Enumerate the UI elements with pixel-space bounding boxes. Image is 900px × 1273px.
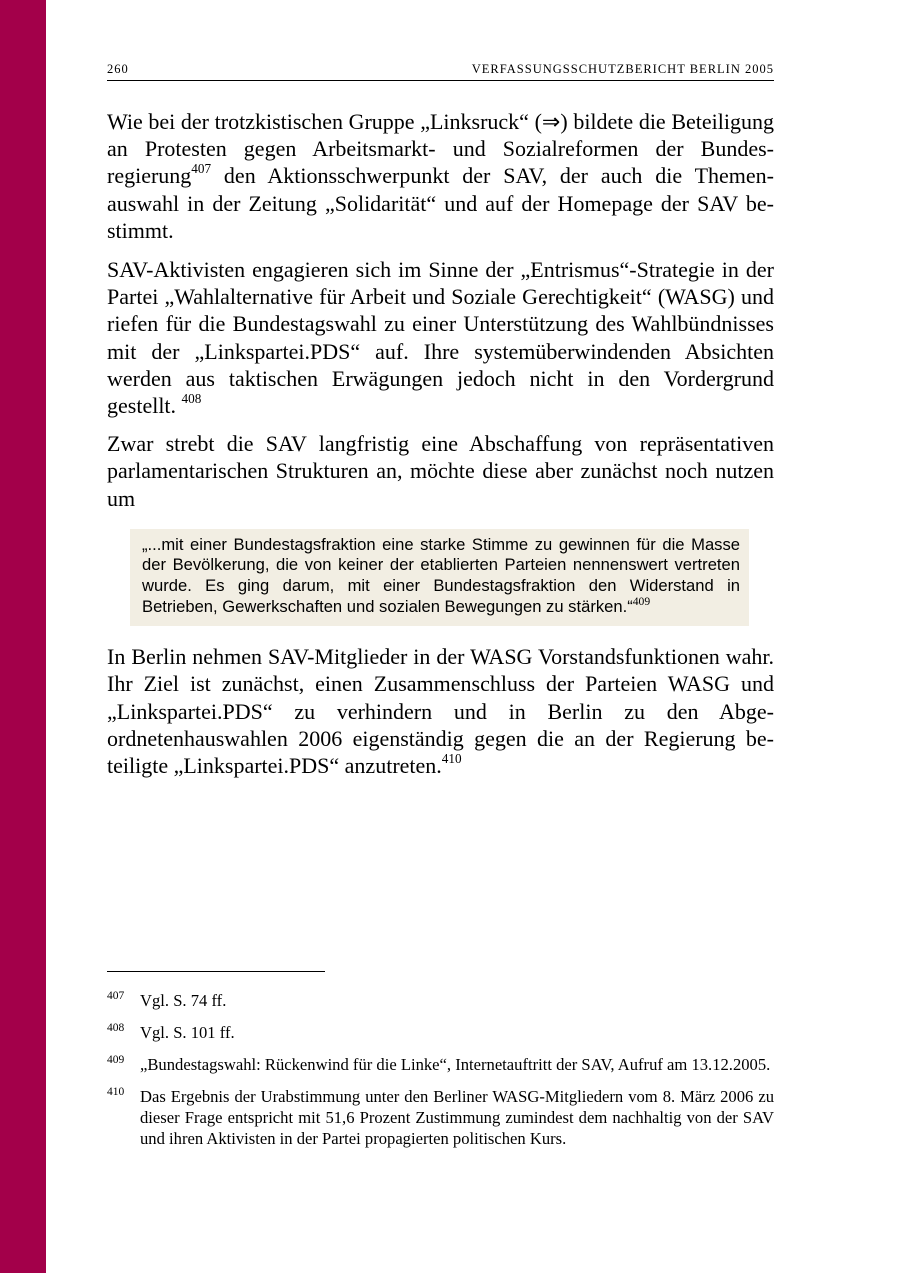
paragraph-text: SAV-Aktivisten engagieren sich im Sinne der „Entrismus“-Strategie in der Partei „Wahlalternative für Arbeit und Soziale Gerechtigkeit“ (WASG) und riefen für die Bundestagswahl zu einer Unterstützung des Wahlbündnisses mit der „Linkspartei.PDS“ auf. Ihre systemüberwindenden Absichten werden aus taktischen Erwägungen jedoch nicht in den Vordergrund gestellt. <box>107 257 774 419</box>
paragraph <box>107 256 774 419</box>
paragraph-text: In Berlin nehmen SAV-Mitglieder in der WASG Vorstandsfunktionen wahr. Ihr Ziel ist zunächst, einen Zusammenschluss der Parteien WASG und „Linkspartei.PDS“ zu verhindern und in Berlin zu den Abgeordnetenhauswahlen 2006 eigenständig gegen die an der Regierung beteiligte „Linkspartei.PDS“ anzutreten. <box>107 644 774 779</box>
page-number: 260 <box>107 62 129 76</box>
footnote-number: 409 <box>107 1054 125 1066</box>
footnote-reference: 409 <box>632 594 651 608</box>
footnotes <box>107 990 774 1160</box>
footnote-text: Vgl. S. 101 ff. <box>140 1023 235 1042</box>
footnote-separator <box>107 971 325 972</box>
footnote-reference: 408 <box>181 391 202 407</box>
footnote-number: 410 <box>107 1086 125 1098</box>
footnote <box>107 1022 774 1043</box>
report-title: VERFASSUNGSSCHUTZBERICHT BERLIN 2005 <box>471 62 774 76</box>
quote-block <box>130 529 749 626</box>
footnote-text: Vgl. S. 74 ff. <box>140 991 227 1010</box>
paragraph-text: Zwar strebt die SAV langfristig eine Abschaffung von repräsentativen parlamentarischen Strukturen an, möchte diese aber zunächst noch nutzen um <box>107 431 774 511</box>
paragraph-text: den Aktionsschwerpunkt der SAV, der auch die Themenauswahl in der Zeitung „Solidarität“ und auf der Homepage der SAV bestimmt. <box>107 163 774 243</box>
quote-text: „...mit einer Bundestagsfraktion eine starke Stimme zu gewinnen für die Masse der Bevölkerung, die von keiner der etablierten Parteien nennenswert vertreten wurde. Es ging darum, mit einer Bundestagsfraktion den Widerstand in Betrieben, Gewerkschaften und sozialen Bewegungen zu stärken.“ <box>142 534 740 616</box>
paragraph <box>107 430 774 512</box>
footnote-reference: 407 <box>191 161 212 177</box>
paragraph <box>107 643 774 779</box>
footnote <box>107 1054 774 1075</box>
footnote-text: „Bundestagswahl: Rückenwind für die Linke“, Internetauftritt der SAV, Aufruf am 13.12.2005. <box>140 1055 771 1074</box>
paragraph-text: Wie bei der trotzkistischen Gruppe „Linksruck“ (⇒) bildete die Beteiligung an Protesten gegen Arbeitsmarkt- und Sozialreformen der Bundesregierung <box>107 109 774 189</box>
footnote <box>107 990 774 1011</box>
footnote-number: 407 <box>107 990 125 1002</box>
footnote <box>107 1086 774 1149</box>
margin-color-bar <box>0 0 46 1273</box>
paragraph <box>107 108 774 244</box>
footnote-number: 408 <box>107 1022 125 1034</box>
running-header <box>107 62 774 81</box>
footnote-reference: 410 <box>441 751 462 767</box>
footnote-text: Das Ergebnis der Urabstimmung unter den Berliner WASG-Mitgliedern vom 8. März 2006 zu dieser Frage entspricht mit 51,6 Prozent Zustimmung zumindest dem nachhaltig von der SAV und ihren Aktivisten in der Partei propagierten politischen Kurs. <box>140 1087 774 1148</box>
main-text <box>107 108 774 779</box>
